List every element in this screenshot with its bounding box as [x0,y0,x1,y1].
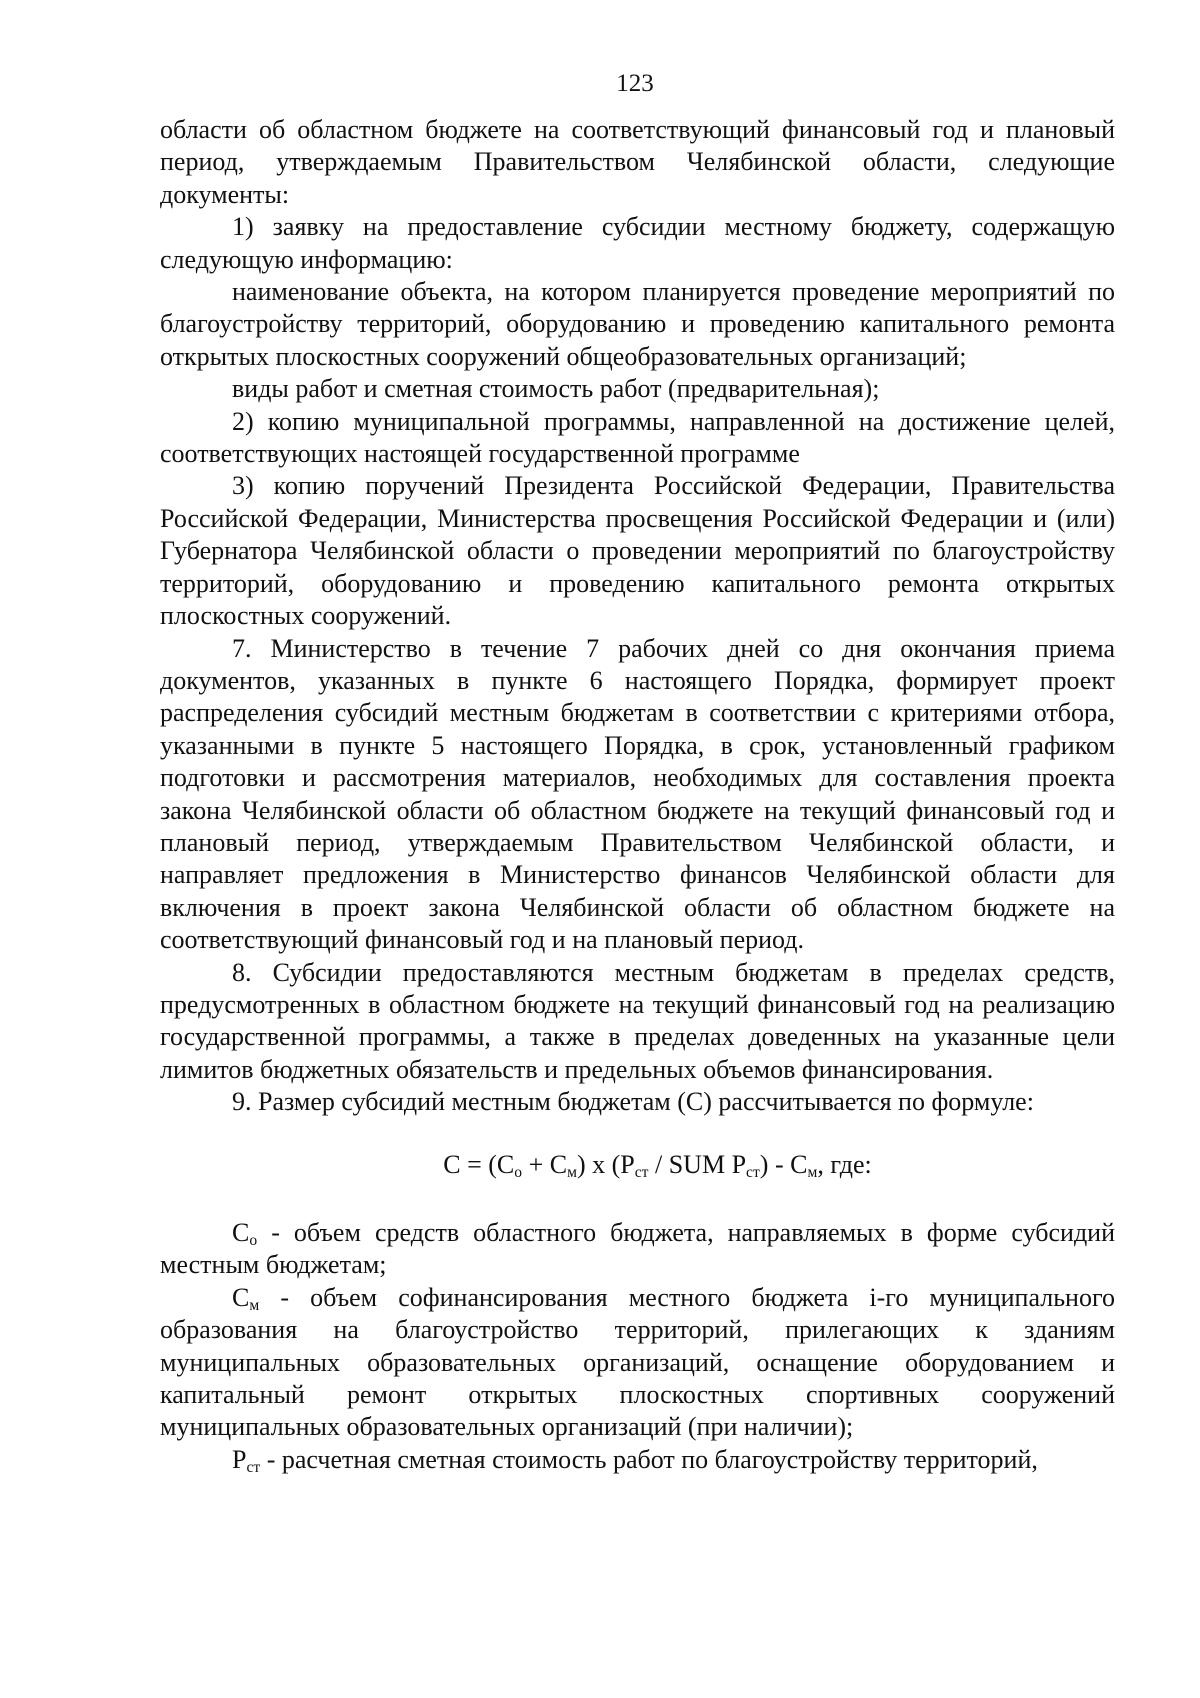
definition-symbol: Р [232,1444,247,1474]
page-number: 123 [616,70,654,97]
definition-subscript: о [249,1232,258,1249]
definition-pst [160,1444,1115,1476]
definition-symbol: С [232,1282,250,1312]
formula-subscript: м [567,1163,577,1181]
paragraph-clause-7: 7. Министерство в течение 7 рабочих дней со дня окончания приема документов, указанных в пункте 6 настоящего Порядка, формирует проект распределения субсидий местным бюджетам в соответствии с критериями отбора, указанными в пункте 5 настоящего Порядка, в срок, установленный графиком подготовки и рассмотрения материалов, необходимых для составления проекта закона Челябинской области об областном бюджете на текущий финансовый год и плановый период, утверждаемым Правительством Челябинской области, и направляет предложения в Министерство финансов Челябинской области для включения в проект закона Челябинской области об областном бюджете на соответствующий финансовый год и на плановый период. [160,633,1115,955]
paragraph-clause-8: 8. Субсидии предоставляются местным бюджетам в пределах средств, предусмотренных в областном бюджете на текущий финансовый год на реализацию государственной программы, а также в пределах доведенных на указанные цели лимитов бюджетных обязательств и предельных объемов финансирования. [160,957,1115,1084]
definition-cm [160,1282,1115,1444]
paragraph-work-types: виды работ и сметная стоимость работ (предварительная); [232,374,880,404]
formula-part: ) - С [759,1149,808,1179]
paragraph-item-2: 2) копию муниципальной программы, направленной на достижение целей, соответствующих настоящей государственной программе [160,406,1115,469]
definition-subscript: м [249,1296,260,1314]
formula-part: / SUM Р [648,1149,747,1179]
formula-subscript: о [514,1163,523,1181]
definition-symbol: С [232,1218,250,1247]
subsidy-formula [160,1149,1115,1181]
paragraph-continuation: области об областном бюджете на соответствующий финансовый год и плановый период, утверждаемым Правительством Челябинской области, следующие документы: [160,115,1115,209]
formula-subscript: ст [746,1163,760,1181]
paragraph-clause-9: 9. Размер субсидий местным бюджетам (С) рассчитывается по формуле: [232,1087,1034,1117]
paragraph-object-name: наименование объекта, на котором планируется проведение мероприятий по благоустройству территорий, оборудованию и проведению капитального ремонта открытых плоскостных сооружений общеобразовательных организаций; [160,277,1115,371]
formula-part: ) х (Р [576,1149,635,1179]
paragraph-item-1: 1) заявку на предоставление субсидии местному бюджету, содержащую следующую информацию: [160,212,1115,274]
definition-text: - расчетная сметная стоимость работ по благоустройству территорий, [260,1444,1038,1474]
definition-text: - объем софинансирования местного бюджета i-го муниципального образования на благоустройство территорий, прилегающих к зданиям муниципальных образовательных организаций, оснащение оборудованием и капитальный ремонт открытых плоскостных спортивных сооружений муниципальных образовательных организаций (при наличии); [160,1282,1115,1442]
definition-text: - объем средств областного бюджета, направляемых в форме субсидий местным бюджетам; [160,1218,1115,1280]
formula-subscript: м [807,1163,818,1181]
formula-part: С = (С [443,1149,515,1179]
document-body [160,114,1115,1476]
formula-part: , где: [817,1149,872,1179]
formula-part: + С [522,1149,568,1179]
paragraph-item-3: 3) копию поручений Президента Российской Федерации, Правительства Российской Федерации, Министерства просвещения Российской Федерации и (или) Губернатора Челябинской области о проведении мероприятий по благоустройству территорий, оборудованию и проведению капитального ремонта открытых плоскостных сооружений. [160,471,1115,631]
definition-co [160,1217,1115,1282]
definition-subscript: ст [246,1458,261,1476]
formula-subscript: ст [634,1163,649,1181]
